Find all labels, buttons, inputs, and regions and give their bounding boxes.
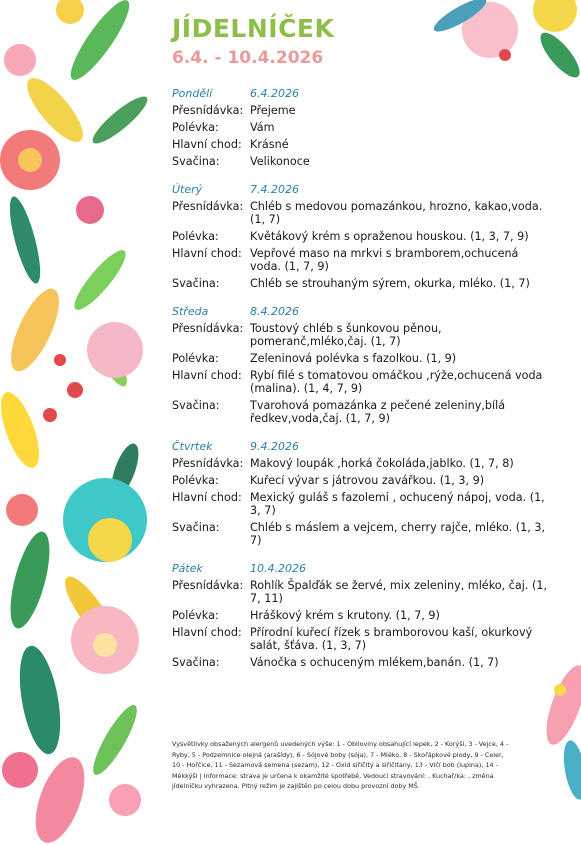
- meal-text: Mexický guláš s fazolemi , ochucený nápoj, voda. (1, 3, 7): [250, 491, 545, 517]
- day-friday: [172, 559, 552, 669]
- meal-label: Polévka:: [172, 230, 219, 243]
- meal-text: Květákový krém s opraženou houskou. (1, 3, 7, 9): [250, 230, 529, 243]
- meal-row: [172, 104, 552, 117]
- meal-text: Chléb se strouhaným sýrem, okurka, mléko. (1, 7): [250, 277, 530, 290]
- meal-row: [172, 491, 552, 517]
- menu-days: [172, 84, 552, 681]
- meal-text: Chléb s máslem a vejcem, cherry rajče, mléko. (1, 3, 7): [250, 521, 546, 547]
- meal-row: [172, 626, 552, 652]
- meal-label: Polévka:: [172, 121, 219, 134]
- day-date: 10.4.2026: [250, 562, 306, 575]
- meal-text: Rohlík Špalďák se žervé, mix zeleniny, mléko, čaj. (1, 7, 11): [250, 579, 547, 605]
- meal-text: Krásné: [250, 138, 289, 151]
- meal-label: Hlavní chod:: [172, 626, 242, 639]
- meal-text: Vám: [250, 121, 275, 134]
- meal-row: [172, 247, 552, 273]
- meal-label: Svačina:: [172, 521, 220, 534]
- week-dates: 6.4. - 10.4.2026: [172, 48, 324, 68]
- meal-label: Svačina:: [172, 656, 220, 669]
- meal-text: Toustový chléb s šunkovou pěnou, pomeranč,mléko,čaj. (1, 7): [250, 322, 442, 348]
- meal-text: Přírodní kuřecí řízek s bramborovou kaší, okurkový salát, šťáva. (1, 3, 7): [250, 626, 533, 652]
- meal-label: Polévka:: [172, 474, 219, 487]
- meal-row: [172, 138, 552, 151]
- day-date: 8.4.2026: [250, 305, 299, 318]
- meal-row: [172, 322, 552, 348]
- meal-label: Svačina:: [172, 277, 220, 290]
- day-date: 7.4.2026: [250, 183, 299, 196]
- day-name: Úterý: [172, 183, 203, 196]
- meal-row: [172, 457, 552, 470]
- meal-text: Makový loupák ,horká čokoláda,jablko. (1, 7, 8): [250, 457, 514, 470]
- meal-label: Přesnídávka:: [172, 579, 244, 592]
- day-name: Středa: [172, 305, 209, 318]
- meal-row: [172, 230, 552, 243]
- day-name: Čtvrtek: [172, 440, 213, 453]
- meal-text: Chléb s medovou pomazánkou, hrozno, kakao,voda. (1, 7): [250, 200, 543, 226]
- day-date: 6.4.2026: [250, 87, 299, 100]
- day-tuesday: [172, 180, 552, 290]
- meal-row: [172, 352, 552, 365]
- meal-label: Svačina:: [172, 399, 220, 412]
- meal-row: [172, 579, 552, 605]
- page-title: JÍDELNÍČEK: [172, 14, 335, 43]
- meal-label: Hlavní chod:: [172, 247, 242, 260]
- meal-label: Hlavní chod:: [172, 369, 242, 382]
- meal-row: [172, 521, 552, 547]
- meal-text: Kuřecí vývar s játrovou zavářkou. (1, 3, 9): [250, 474, 485, 487]
- meal-label: Svačina:: [172, 155, 220, 168]
- meal-text: Hráškový krém s krutony. (1, 7, 9): [250, 609, 440, 622]
- meal-row: [172, 399, 552, 425]
- meal-label: Hlavní chod:: [172, 138, 242, 151]
- meal-label: Přesnídávka:: [172, 200, 244, 213]
- meal-row: [172, 609, 552, 622]
- meal-row: [172, 369, 552, 395]
- meal-text: Vepřové maso na mrkvi s bramborem,ochucená voda. (1, 7, 9): [250, 247, 519, 273]
- day-thursday: [172, 437, 552, 547]
- meal-text: Zeleninová polévka s fazolkou. (1, 9): [250, 352, 457, 365]
- meal-label: Přesnídávka:: [172, 457, 244, 470]
- allergen-legend: Vysvětlivky obsažených alergenů uvedených výše: 1 - Obiloviny obsahující lepek, 2 - Korýši, 3 - Vejce, 4 - Ryby, 5 - Podzemnice olejná (arašídy), 6 - Sójové boby (sója), 7 - Mléko, 8 - Skořápkové plody, 9 - Celer, 10 - Hořčice, 11 - Sezamová semena (sezam), 12 - Oxid siřičitý a siřičitany, 13 - Vlčí bob (lupina), 14 - Měkkýši | Informace: strava je určena k okamžité spotřebě, Vedoucí stravování: , Kuchař/ka: , změna jídelníčku vyhrazena. Pitný režim je zajištěn po celou dobu provozní doby MŠ.: [172, 740, 509, 790]
- meal-text: Rybí filé s tomatovou omáčkou ,rýže,ochucená voda (malina). (1, 4, 7, 9): [250, 369, 543, 395]
- meal-text: Přejeme: [250, 104, 296, 117]
- meal-row: [172, 474, 552, 487]
- day-monday: [172, 84, 552, 168]
- day-wednesday: [172, 302, 552, 425]
- meal-row: [172, 656, 552, 669]
- meal-text: Tvarohová pomazánka z pečené zeleniny,bílá ředkev,voda,čaj. (1, 7, 9): [250, 399, 506, 425]
- meal-row: [172, 277, 552, 290]
- meal-label: Polévka:: [172, 352, 219, 365]
- meal-text: Velikonoce: [250, 155, 310, 168]
- meal-row: [172, 155, 552, 168]
- meal-label: Hlavní chod:: [172, 491, 242, 504]
- day-name: Pátek: [172, 562, 203, 575]
- meal-row: [172, 121, 552, 134]
- meal-row: [172, 200, 552, 226]
- meal-label: Přesnídávka:: [172, 104, 244, 117]
- day-name: Pondělí: [172, 87, 213, 100]
- day-date: 9.4.2026: [250, 440, 299, 453]
- meal-label: Polévka:: [172, 609, 219, 622]
- meal-text: Vánočka s ochuceným mlékem,banán. (1, 7): [250, 656, 499, 669]
- meal-label: Přesnídávka:: [172, 322, 244, 335]
